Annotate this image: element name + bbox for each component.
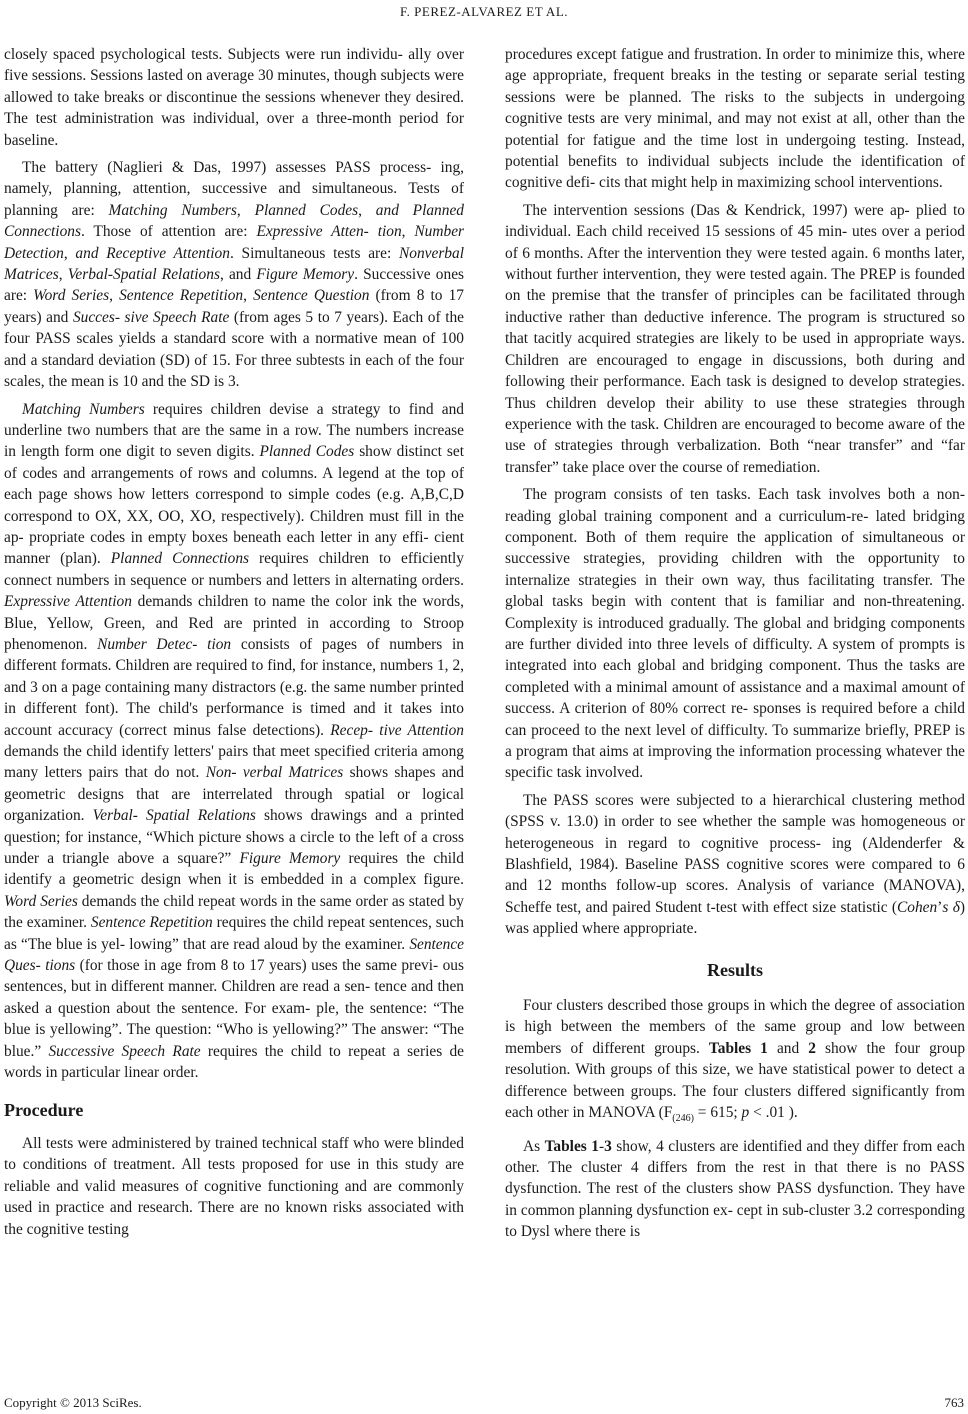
paragraph: Four clusters described those groups in which the degree of association is high between the members of the same group and low between members of different groups. Tables 1 and 2 show the four group resolution. With groups of this size, we have statistical power to detect a difference between groups. The four clusters differed significantly from each other in MANOVA ($F_{(246)} = 615$; p < .01 ). xyxy=(505,997,966,1125)
left-column xyxy=(4,44,464,1246)
section-heading-procedure: Procedure xyxy=(4,1099,84,1120)
paragraph: procedures except fatigue and frustration. In order to minimize this, where age appropriate, frequent breaks in the testing or separate serial testing sessions were be planned. The risks to the subjects in undergoing cognitive tests are very minimal, and may not exist at all, other than the potential for fatigue and the time lost in undergoing testing. Instead, potential benefits to individual subjects include the identification of cognitive defi- cits that might help in maximizing school interventions. xyxy=(505,46,965,192)
paragraph: The intervention sessions (Das & Kendrick, 1997) were ap- plied to individual. Each child received 15 sessions of 45 min- utes over a period of 6 months. After the intervention they were tested again. 6 months later, without further intervention, they were tested again. The PREP is founded on the premise that the transfer of principles can be facilitated through inductive rather than deductive inference. The program is structured so that tacitly acquired strategies are likely to be used in appropriate ways. Children are encouraged to engage in discussions, both during and following their performance. Each task is designed to develop strategies. Thus children develop their ability to use these strategies through experience with the task. Children are encouraged to become aware of the use of strategies through verbalization. Both “near transfer” and “far transfer” take place over the course of remediation. xyxy=(505,201,965,476)
paragraph: All tests were administered by trained technical staff who were blinded to conditions of treatment. All tests proposed for use in this study are reliable and valid measures of cognitive functioning and are commonly used in practice and research. There are no known risks associated with the cognitive testing xyxy=(4,1134,464,1238)
paragraph: closely spaced psychological tests. Subjects were run individu- ally over five sessions. Sessions lasted on average 30 minutes, though subjects were allowed to take breaks or discontinue the sessions whenever they desired. The test administration was individual, over a three-month period for baseline. xyxy=(4,46,464,149)
paragraph: The program consists of ten tasks. Each task involves both a non-reading global training component and a curriculum-re- lated bridging component. Both of them require the application of simultaneous or successive strategies, providing children with the opportunity to internalize strategies in their own way, thus facilitating transfer. The global tasks begin with content that is familiar and non-threatening. Complexity is introduced gradually. The global and bridging components are further divided into three levels of difficulty. A system of prompts is integrated into each global and bridging component. Thus the tasks are completed with a minimal amount of assistance and a maximal amount of success. A criterion of 80% correct re- sponses is required before a child can proceed to the next level of difficulty. To summarize briefly, PREP is a program that aims at improving the information processing whatever the specific task involved. xyxy=(505,486,965,782)
section-heading-results: Results xyxy=(706,959,763,980)
page-number: 763 xyxy=(944,1395,964,1410)
paragraph: Matching Numbers requires children devise a strategy to find and underline two numbers that are the same in a row. The numbers increase in length form one digit to seven digits. Planned Codes show distinct set of codes and arrangements of rows and columns. A legend at the top of each page shows how letters correspond to simple codes (e.g. A,B,C,D correspond to OX, XX, OO, XO, respectively). Children must fill in the ap- propriate codes in empty boxes beneath each letter in any effi- cient manner (plan). Planned Connections requires children to efficiently connect numbers in sequence or numbers and letters in alternating orders. Expressive Attention demands children to name the color ink the words, Blue, Yellow, Green, and Red are printed in according to Stroop phenomenon. Number Detec- tion consists of pages of numbers in different formats. Children are required to find, for instance, numbers 1, 2, and 3 on a page containing many distractors (e.g. the same number printed in different font). The child's performance is timed and it takes into account accuracy (correct minus false detections). Recep- tive Attention demands the child identify letters' pairs that meet specified criteria among many letters pairs that do not. Non- verbal Matrices shows shapes and geometric designs that are interrelated through spatial or logical organization. Verbal- Spatial Relations shows drawings and a printed question; for instance, “Which picture shows a circle to the left of a cross under a triangle above a square?” Figure Memory requires the child identify a geometric design when it is embedded in a complex figure. Word Series demands the child repeat words in the same order as stated by the examiner. Sentence Repetition requires the child repeat sentences, such as “The blue is yel- lowing” that are read aloud by the examiner. Sentence Ques- tions (for those in age from 8 to 17 years) uses the same previ- ous sentences, but in different manner. Children are read a sen- tence and then asked a question about the sentence. For exam- ple, the sentence: “The blue is yellowing”. The question: “Who is yellowing?” The answer: “The blue.” Successive Speech Rate requires the child to repeat a series de words in particular linear order. xyxy=(4,400,465,1082)
right-column xyxy=(505,44,965,1249)
paragraph: As Tables 1-3 show, 4 clusters are identified and they differ from each other. The cluster 4 differs from the rest in that there is no PASS dysfunction. The rest of the clusters show PASS dysfunction. They have in common planning dysfunction ex- cept in sub-cluster 3.2 corresponding to Dysl where there is xyxy=(505,1137,965,1241)
paragraph: The battery (Naglieri & Das, 1997) assesses PASS process- ing, namely, planning, attention, successive and simultaneous. Tests of planning are: Matching Numbers, Planned Codes, and Planned Connections. Those of attention are: Expressive Atten- tion, Number Detection, and Receptive Attention. Simultaneous tests are: Nonverbal Matrices, Verbal-Spatial Relations, and Figure Memory. Successive ones are: Word Series, Sentence Repetition, Sentence Question (from 8 to 17 years) and Succes- sive Speech Rate (from ages 5 to 7 years). Each of the four PASS scales yields a standard score with a normative mean of 100 and a standard deviation (SD) of 15. For three subtests in each of the four scales, the mean is 10 and the SD is 3. xyxy=(4,159,465,391)
paragraph: The PASS scores were subjected to a hierarchical clustering method (SPSS v. 13.0) in order to see whether the sample was homogeneous or heterogeneous in regard to cognitive process- ing (Aldenderfer & Blashfield, 1984). Baseline PASS cognitive scores were compared to 6 and 12 months follow-up scores. Analysis of variance (MANOVA), Scheffe test, and paired Student t-test with effect size statistic (Cohen’s δ) was applied where appropriate. xyxy=(505,791,965,938)
running-head: F. PEREZ-ALVAREZ ET AL. xyxy=(399,4,569,19)
copyright-footer: Copyright © 2013 SciRes. xyxy=(4,1395,142,1410)
